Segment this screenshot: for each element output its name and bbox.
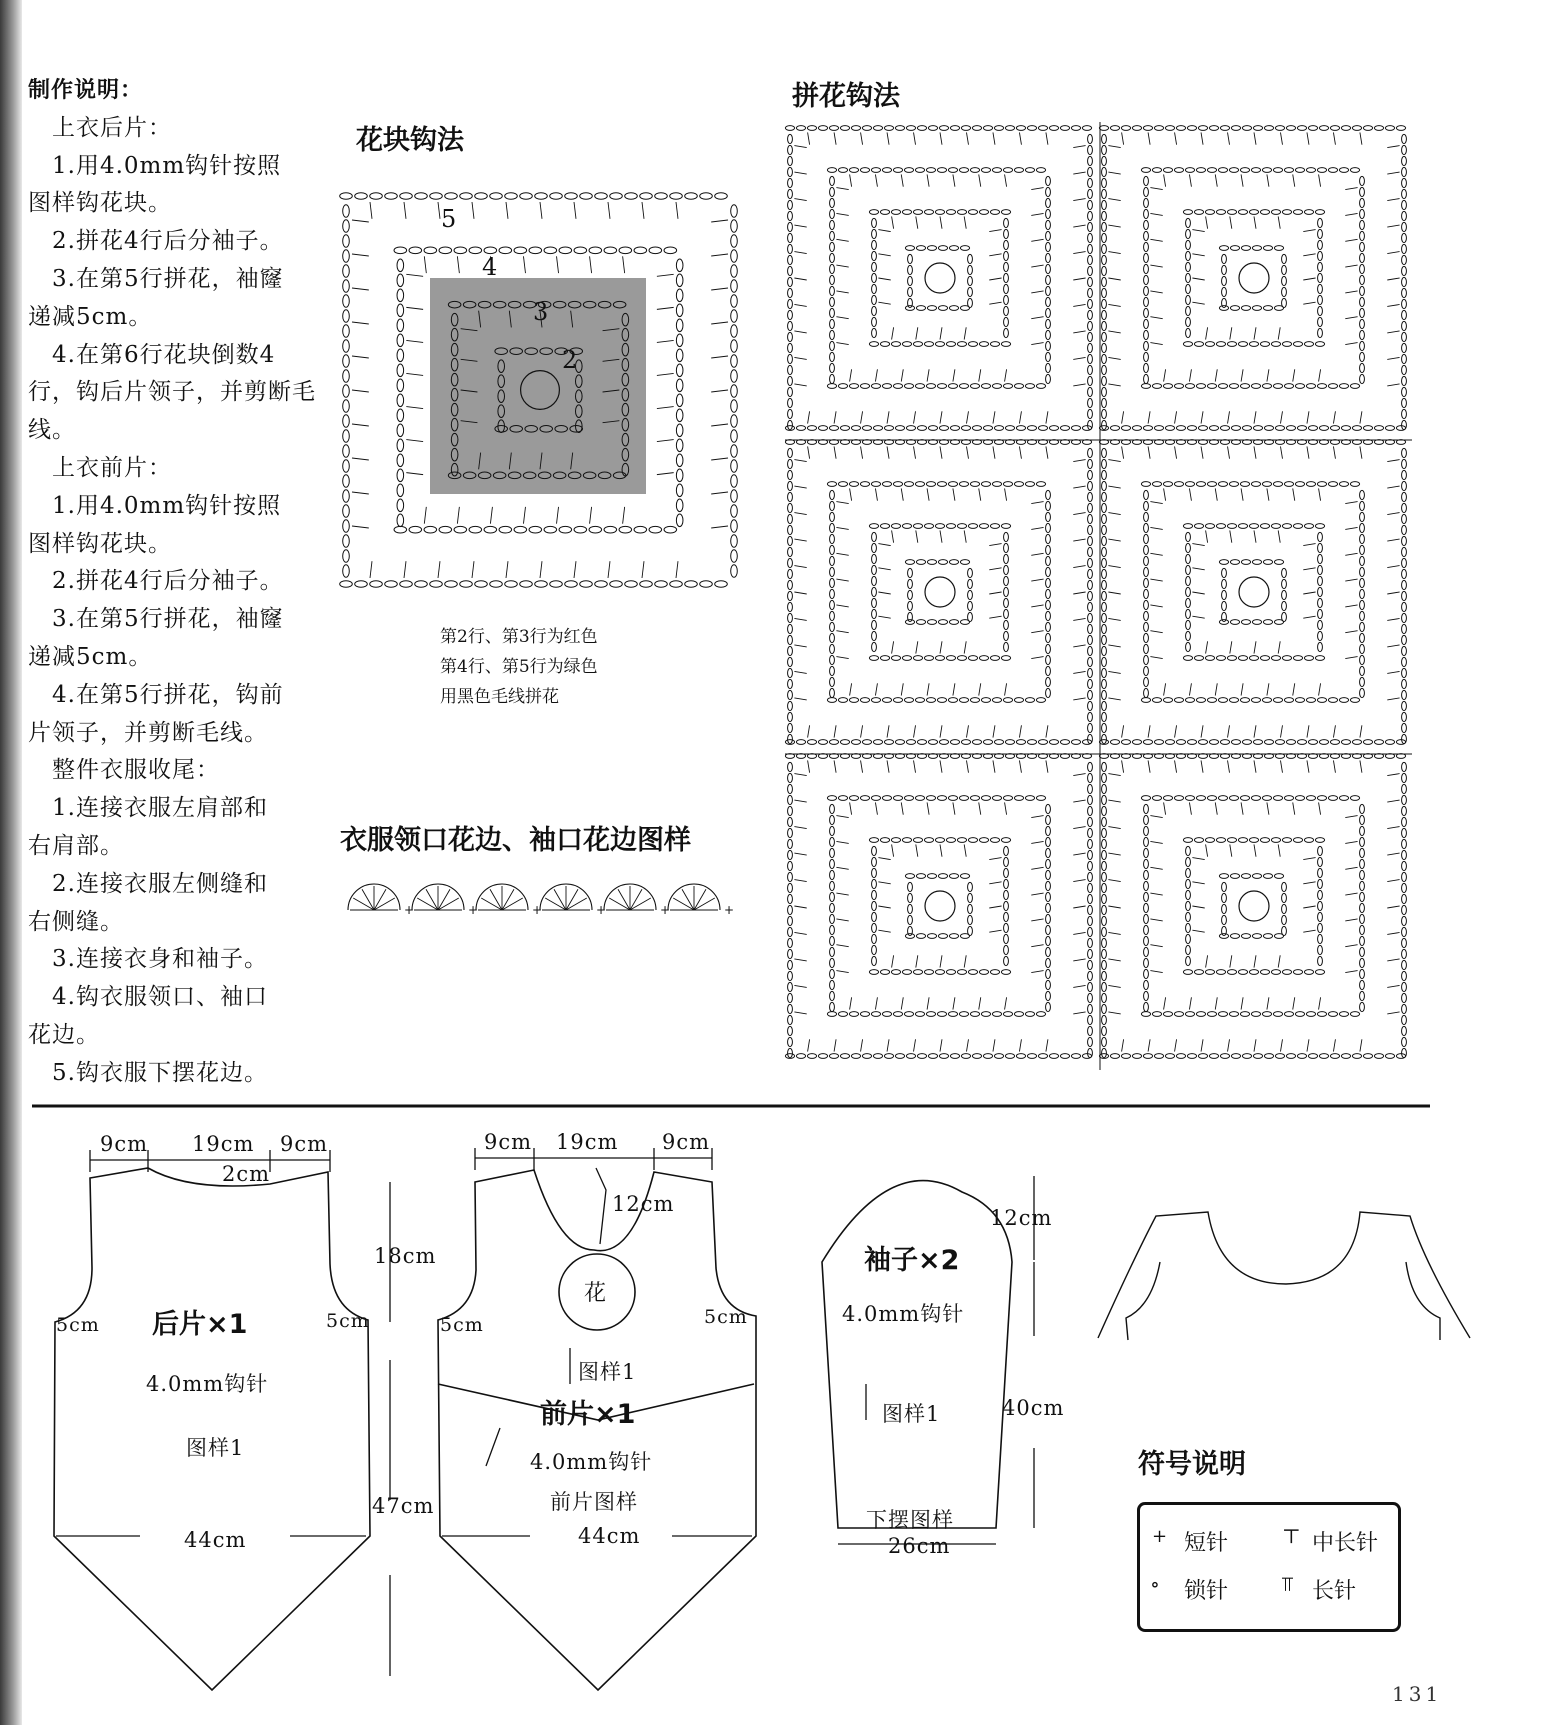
motif-note: 用黑色毛线拼花 <box>440 687 559 707</box>
motif-note: 第4行、第5行为绿色 <box>440 657 598 677</box>
back-title: 后片×1 <box>152 1309 248 1340</box>
back-piece-dims <box>56 1150 390 1676</box>
legend-label: 锁针 <box>1184 1579 1229 1604</box>
edging-heading: 衣服领口花边、袖口花边图样 <box>340 825 691 856</box>
svg-text:+: + <box>660 903 671 917</box>
instruction-line: 4.在第6行花块倒数4 <box>28 341 276 368</box>
front-neck-depth: 12cm <box>612 1192 675 1216</box>
front-top-dim: 9cm <box>484 1130 533 1154</box>
instruction-line: 2.连接衣服左侧缝和 <box>28 870 268 897</box>
back-length: 47cm <box>372 1494 435 1518</box>
sleeve-outline <box>822 1181 1012 1528</box>
instruction-line: 图样钩花块。 <box>28 190 172 217</box>
front-hook: 4.0mm钩针 <box>530 1450 653 1474</box>
sleeve-pattern: 图样1 <box>882 1402 941 1426</box>
instruction-line: 线。 <box>28 417 76 444</box>
instruction-line: 右肩部。 <box>28 832 124 859</box>
instruction-line: 3.连接衣身和袖子。 <box>28 946 268 973</box>
svg-text:+: + <box>468 903 479 917</box>
front-right-dec: 5cm <box>704 1306 748 1328</box>
legend-symbol: ∘ <box>1150 1572 1160 1596</box>
instruction-line: 1.连接衣服左肩部和 <box>28 795 268 822</box>
back-top-dim: 9cm <box>280 1132 329 1156</box>
front-title: 前片×1 <box>540 1399 636 1430</box>
back-armhole: 18cm <box>374 1244 437 1268</box>
sleeve-width: 26cm <box>888 1534 951 1558</box>
sleeve-cap: 12cm <box>990 1206 1053 1230</box>
symbol-legend <box>1137 1502 1401 1632</box>
svg-text:+: + <box>532 903 543 917</box>
legend-symbol: + <box>1152 1526 1168 1547</box>
instruction-line: 花边。 <box>28 1021 100 1048</box>
svg-text:+: + <box>596 903 607 917</box>
front-front-pattern: 前片图样 <box>550 1490 638 1514</box>
join-heading: 拼花钩法 <box>792 81 900 112</box>
front-width: 44cm <box>578 1524 641 1548</box>
instruction-line: 右侧缝。 <box>28 908 124 935</box>
front-top-dim: 19cm <box>556 1130 619 1154</box>
svg-text:+: + <box>404 903 415 917</box>
instruction-line: 4.钩衣服领口、袖口 <box>28 984 268 1011</box>
motif-round-label: 5 <box>441 205 458 233</box>
back-width: 44cm <box>184 1528 247 1552</box>
garment-sketch <box>1098 1212 1470 1340</box>
legend-label: 长针 <box>1312 1579 1357 1604</box>
instruction-line: 2.拼花4行后分袖子。 <box>28 228 284 255</box>
sleeve-hook: 4.0mm钩针 <box>842 1302 965 1326</box>
back-top-dim: 19cm <box>192 1132 255 1156</box>
instruction-line: 整件衣服收尾： <box>28 757 220 784</box>
front-left-dec: 5cm <box>440 1314 484 1336</box>
instruction-line: 片领子，并剪断毛线。 <box>28 719 268 746</box>
instruction-line: 5.钩衣服下摆花边。 <box>28 1059 268 1086</box>
instruction-line: 2.拼花4行后分袖子。 <box>28 568 284 595</box>
sleeve-length: 40cm <box>1002 1396 1065 1420</box>
joining-chart <box>785 122 1412 1070</box>
motif-chart <box>340 193 738 588</box>
instruction-line: 上衣后片： <box>28 114 172 141</box>
instruction-line: 上衣前片： <box>28 454 172 481</box>
instruction-line: 3.在第5行拼花，袖窿 <box>28 606 284 633</box>
motif-heading: 花块钩法 <box>356 125 464 156</box>
motif-round-label: 2 <box>562 346 579 374</box>
back-hook: 4.0mm钩针 <box>146 1372 269 1396</box>
front-flower: 花 <box>584 1281 607 1306</box>
instruction-line: 制作说明： <box>28 78 144 103</box>
motif-note: 第2行、第3行为红色 <box>440 627 598 647</box>
legend-symbol: ⊤ <box>1282 1524 1301 1548</box>
page-number: 131 <box>1392 1682 1443 1706</box>
instruction-line: 3.在第5行拼花，袖窿 <box>28 265 284 292</box>
sleeve-hem-pattern: 下摆图样 <box>866 1508 954 1532</box>
back-piece-outline <box>54 1168 370 1690</box>
back-pattern: 图样1 <box>186 1436 245 1460</box>
sleeve-title: 袖子×2 <box>864 1245 960 1276</box>
back-right-dec: 5cm <box>326 1310 370 1332</box>
legend-label: 中长针 <box>1312 1531 1379 1556</box>
back-neck-depth: 2cm <box>222 1162 271 1186</box>
svg-text:+: + <box>724 903 735 917</box>
front-piece-dims <box>442 1148 752 1536</box>
motif-round-label: 4 <box>482 253 499 281</box>
back-left-dec: 5cm <box>56 1314 100 1336</box>
instruction-line: 4.在第5行拼花，钩前 <box>28 681 284 708</box>
instruction-line: 递减5cm。 <box>28 643 153 670</box>
edging-chart <box>348 884 734 917</box>
motif-round-label: 3 <box>533 298 550 326</box>
back-top-dim: 9cm <box>100 1132 149 1156</box>
instruction-line: 1.用4.0mm钩针按照 <box>28 492 282 519</box>
legend-symbol: ⫪ <box>1282 1572 1294 1596</box>
instruction-line: 图样钩花块。 <box>28 530 172 557</box>
legend-heading: 符号说明 <box>1138 1449 1246 1480</box>
legend-label: 短针 <box>1184 1531 1229 1556</box>
front-top-dim: 9cm <box>662 1130 711 1154</box>
front-pattern: 图样1 <box>578 1360 637 1384</box>
instruction-line: 递减5cm。 <box>28 303 153 330</box>
instruction-line: 1.用4.0mm钩针按照 <box>28 152 282 179</box>
instruction-line: 行，钩后片领子，并剪断毛 <box>28 379 316 406</box>
